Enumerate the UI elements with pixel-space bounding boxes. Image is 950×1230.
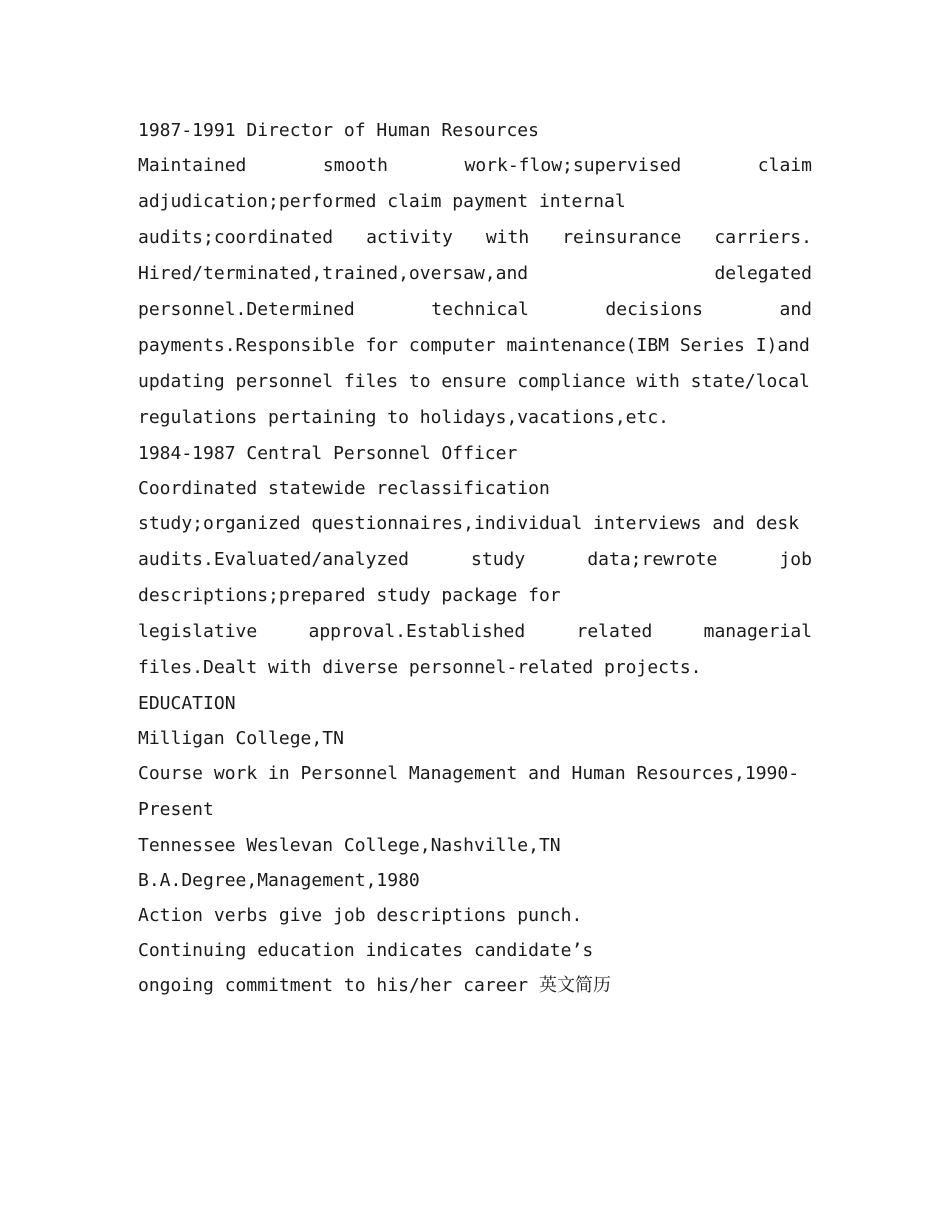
text-line: study;organized questionnaires,individual interviews and desk xyxy=(138,513,800,534)
text-line xyxy=(138,542,812,578)
text-line: 1984-1987 Central Personnel Officer xyxy=(138,443,518,464)
line-word: Hired/terminated,trained,oversaw,and xyxy=(138,263,529,284)
text-line: Action verbs give job descriptions punch. xyxy=(138,905,583,926)
text-line: Milligan College,TN xyxy=(138,728,344,749)
text-line xyxy=(138,220,812,256)
line-word: data;rewrote xyxy=(587,549,718,570)
line-word: decisions xyxy=(605,299,703,320)
text-line xyxy=(138,614,812,650)
line-word: delegated xyxy=(714,263,812,284)
line-word: related xyxy=(576,621,653,642)
text-line: Present xyxy=(138,799,214,820)
line-word: audits;coordinated xyxy=(138,227,334,248)
text-line: ongoing commitment to his/her career 英文简历 xyxy=(138,975,611,996)
text-line: regulations pertaining to holidays,vacations,etc. xyxy=(138,407,670,428)
line-word: personnel.Determined xyxy=(138,299,355,320)
text-line: B.A.Degree,Management,1980 xyxy=(138,870,420,891)
text-line: files.Dealt with diverse personnel-related projects. xyxy=(138,657,702,678)
line-word: Maintained xyxy=(138,155,247,176)
text-line: EDUCATION xyxy=(138,693,236,714)
line-word: technical xyxy=(431,299,529,320)
text-line: updating personnel files to ensure compliance with state/local xyxy=(138,371,810,392)
text-line xyxy=(138,256,812,292)
text-line: adjudication;performed claim payment internal xyxy=(138,191,626,212)
text-line: 1987-1991 Director of Human Resources xyxy=(138,120,539,141)
text-line: Continuing education indicates candidate’s xyxy=(138,940,594,961)
text-line: payments.Responsible for computer maintenance(IBM Series I)and xyxy=(138,335,810,356)
text-line xyxy=(138,148,812,184)
line-word: smooth xyxy=(322,155,388,176)
line-word: study xyxy=(471,549,526,570)
line-word: and xyxy=(779,299,812,320)
line-word: carriers. xyxy=(714,227,812,248)
text-line xyxy=(138,292,812,328)
line-word: audits.Evaluated/analyzed xyxy=(138,549,409,570)
line-word: managerial xyxy=(703,621,812,642)
text-line: descriptions;prepared study package for xyxy=(138,585,561,606)
line-word: activity xyxy=(366,227,453,248)
line-word: with xyxy=(485,227,530,248)
resume-text-body xyxy=(138,113,812,1003)
line-word: claim xyxy=(757,155,812,176)
line-word: legislative xyxy=(138,621,258,642)
text-line: Tennessee Weslevan College,Nashville,TN xyxy=(138,835,561,856)
line-word: work-flow;supervised xyxy=(464,155,682,176)
line-word: approval.Established xyxy=(308,621,526,642)
text-line: Coordinated statewide reclassification xyxy=(138,478,550,499)
line-word: job xyxy=(779,549,812,570)
line-word: reinsurance xyxy=(562,227,682,248)
text-line: Course work in Personnel Management and Human Resources,1990- xyxy=(138,763,800,784)
